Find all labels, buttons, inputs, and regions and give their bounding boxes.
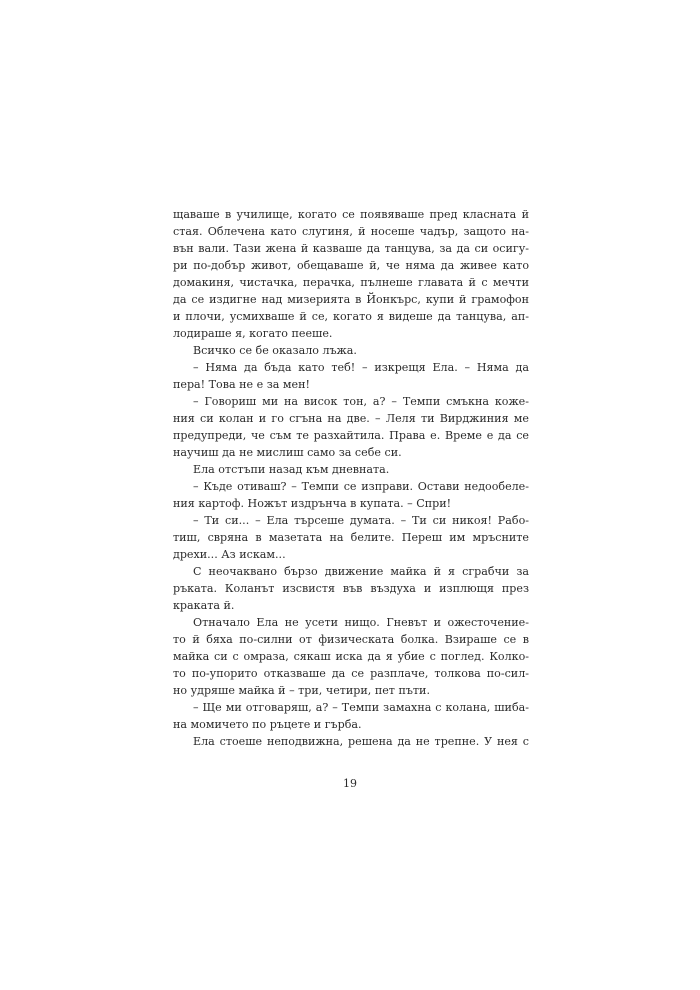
text-line: вън вали. Тази жена й казваше да танцува, за да си осигу-: [173, 242, 529, 255]
text-line: – Говориш ми на висок тон, а? – Темпи смъкна коже-: [193, 395, 529, 408]
text-line: стая. Облечена като слугиня, й носеше чадър, защото на-: [173, 225, 529, 238]
text-line: да се издигне над мизерията в Йонкърс, купи й грамофон: [173, 293, 529, 306]
text-line: ри по-добър живот, обещаваше й, че няма да живее като: [173, 259, 529, 272]
text-line: предупреди, че съм те разхайтила. Права е. Време е да се: [173, 429, 529, 442]
text-line: пера! Това не е за мен!: [173, 378, 310, 391]
text-line: ръката. Коланът изсвистя във въздуха и изплющя през: [173, 582, 529, 595]
text-line: – Ти си... – Ела търсеше думата. – Ти си никоя! Рабо-: [193, 514, 529, 527]
text-line: – Няма да бъда като теб! – изкрещя Ела. – Няма да: [193, 361, 529, 374]
text-line: тиш, свряна в мазетата на белите. Переш им мръсните: [173, 531, 529, 544]
text-line: на момичето по ръцете и гърба.: [173, 718, 362, 731]
text-line: Ела отстъпи назад към дневната.: [193, 463, 390, 476]
text-line: – Ще ми отговаряш, а? – Темпи замахна с колана, шиба-: [193, 701, 529, 714]
text-line: С неочаквано бързо движение майка й я сграбчи за: [193, 565, 529, 578]
text-line: майка си с омраза, сякаш иска да я убие с поглед. Колко-: [173, 650, 529, 663]
text-line: лодираше я, когато пееше.: [173, 327, 333, 340]
text-line: дрехи... Аз искам...: [173, 548, 286, 561]
text-line: домакиня, чистачка, перачка, пълнеше главата й с мечти: [173, 276, 529, 289]
text-line: то й бяха по-силни от физическата болка. Взираше се в: [173, 633, 529, 646]
page-number: 19: [343, 777, 357, 790]
text-line: ния картоф. Ножът издрънча в купата. – Спри!: [173, 497, 452, 510]
body-text: [173, 206, 529, 750]
text-line: Отначало Ела не усети нищо. Гневът и ожесточение-: [193, 616, 529, 629]
text-line: ния си колан и го сгъна на две. – Леля ти Вирджиния ме: [173, 412, 529, 425]
text-line: то по-упорито отказваше да се разплаче, толкова по-сил-: [173, 667, 529, 680]
text-line: – Къде отиваш? – Темпи се изправи. Остави недообеле-: [193, 480, 529, 493]
text-line: научиш да не мислиш само за себе си.: [173, 446, 402, 459]
text-line: и плочи, усмихваше й се, когато я видеше да танцува, ап-: [173, 310, 529, 323]
text-line: щаваше в училище, когато се появяваше пред класната й: [173, 208, 529, 221]
text-line: Всичко се бе оказало лъжа.: [193, 344, 357, 357]
text-line: но удряше майка й – три, четири, пет пъти.: [173, 684, 430, 697]
text-line: Ела стоеше неподвижна, решена да не трепне. У нея с: [193, 735, 529, 748]
text-line: краката й.: [173, 599, 235, 612]
